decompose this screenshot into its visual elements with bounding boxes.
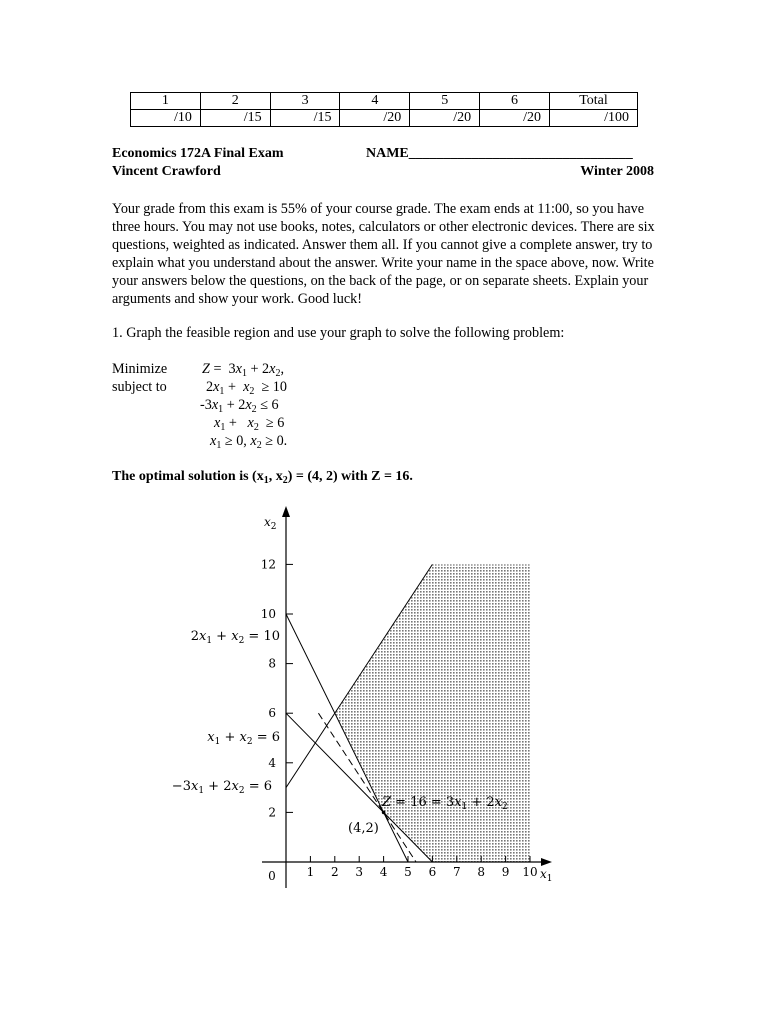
x-tick-label: 10 bbox=[522, 865, 538, 879]
origin-label: 0 bbox=[268, 869, 276, 883]
label-z16: $Z = 16 = 3x_1 + 2x_2$ bbox=[382, 795, 508, 812]
course-title: Economics 172A Final Exam bbox=[112, 146, 284, 161]
optimum-point bbox=[382, 811, 386, 815]
q6-header: 6 bbox=[480, 93, 550, 110]
x-tick-label: 3 bbox=[355, 865, 364, 879]
y-axis-arrow bbox=[282, 506, 290, 517]
constraint-2: $-3x_1 + 2x_2 \le 6$ bbox=[200, 397, 279, 415]
x-tick-label: 8 bbox=[477, 865, 486, 879]
label-x1-x2: $x_1 + x_2 = 6$ bbox=[207, 730, 280, 747]
feasible-region bbox=[335, 564, 530, 862]
q4-points: /20 bbox=[340, 110, 410, 127]
q4-header: 4 bbox=[340, 93, 410, 110]
q1-header: 1 bbox=[131, 93, 201, 110]
q3-points: /15 bbox=[270, 110, 340, 127]
y-tick-label: 12 bbox=[260, 557, 276, 572]
optimum-point-label: (4,2) bbox=[348, 821, 379, 836]
instructor-name: Vincent Crawford bbox=[112, 164, 221, 179]
x-axis-label: $x_1$ bbox=[540, 867, 553, 884]
x-tick-label: 4 bbox=[379, 865, 388, 879]
x-tick-label: 5 bbox=[404, 865, 412, 879]
total-points: /100 bbox=[549, 110, 637, 127]
x-tick-label: 9 bbox=[501, 865, 510, 879]
term: Winter 2008 bbox=[580, 164, 654, 179]
constraint-1: $2x_1 + x_2 \ge 10$ bbox=[206, 379, 287, 397]
y-tick-label: 4 bbox=[268, 755, 276, 770]
minimize-label: Minimize bbox=[112, 361, 168, 377]
y-tick-label: 10 bbox=[260, 607, 276, 621]
q5-points: /20 bbox=[410, 110, 480, 127]
x-tick-label: 1 bbox=[306, 865, 315, 879]
y-tick-label: 6 bbox=[268, 706, 276, 721]
total-header: Total bbox=[549, 93, 637, 110]
x-tick-label: 2 bbox=[330, 865, 339, 879]
q2-points: /15 bbox=[200, 110, 270, 127]
instructions-paragraph: Your grade from this exam is 55% of your course grade. The exam ends at 11:00, so you have three hours. You may not use books, notes, calculators or other electronic devices. There are six questions, weighted as indicated. Answer them all. If you cannot give a complete answer, try to explain what you understand about the answer. Write your name in the space above, now. Write your answers below the questions, on the back of the page, or on separate sheets. Explain your arguments and show your work. Good luck! bbox=[112, 201, 655, 307]
nonnegativity-constraint: $x_1 \ge 0$, $x_2 \ge 0$. bbox=[210, 433, 288, 451]
q5-header: 5 bbox=[410, 93, 480, 110]
q2-header: 2 bbox=[200, 93, 270, 110]
label-neg3x1-2x2: $-3x_1 + 2x_2 = 6$ bbox=[171, 779, 272, 796]
question-1-prompt: 1. Graph the feasible region and use your graph to solve the following problem: bbox=[112, 325, 565, 341]
q1-points: /10 bbox=[131, 110, 201, 127]
y-tick-label: 8 bbox=[268, 656, 276, 671]
name-field-label: NAME________________________________ bbox=[366, 146, 633, 161]
optimal-solution-text: The optimal solution is ($x_1$, $x_2) = (4$, 2) with Z = 16. bbox=[112, 469, 413, 486]
x-axis-arrow bbox=[541, 858, 552, 866]
label-2x1-x2: $2x_1 + x_2 = 10$ bbox=[190, 629, 280, 646]
q3-header: 3 bbox=[270, 93, 340, 110]
objective-function: $Z = 3x_1 + 2x_2$, bbox=[202, 361, 285, 379]
constraint-3: $x_1 + x_2 \ge 6$ bbox=[214, 415, 285, 433]
x-tick-label: 6 bbox=[428, 865, 437, 879]
y-tick-label: 2 bbox=[268, 805, 276, 820]
subject-to-label: subject to bbox=[112, 379, 167, 395]
q6-points: /20 bbox=[480, 110, 550, 127]
x-tick-label: 7 bbox=[452, 865, 461, 879]
y-axis-label: $x_2$ bbox=[264, 515, 277, 532]
